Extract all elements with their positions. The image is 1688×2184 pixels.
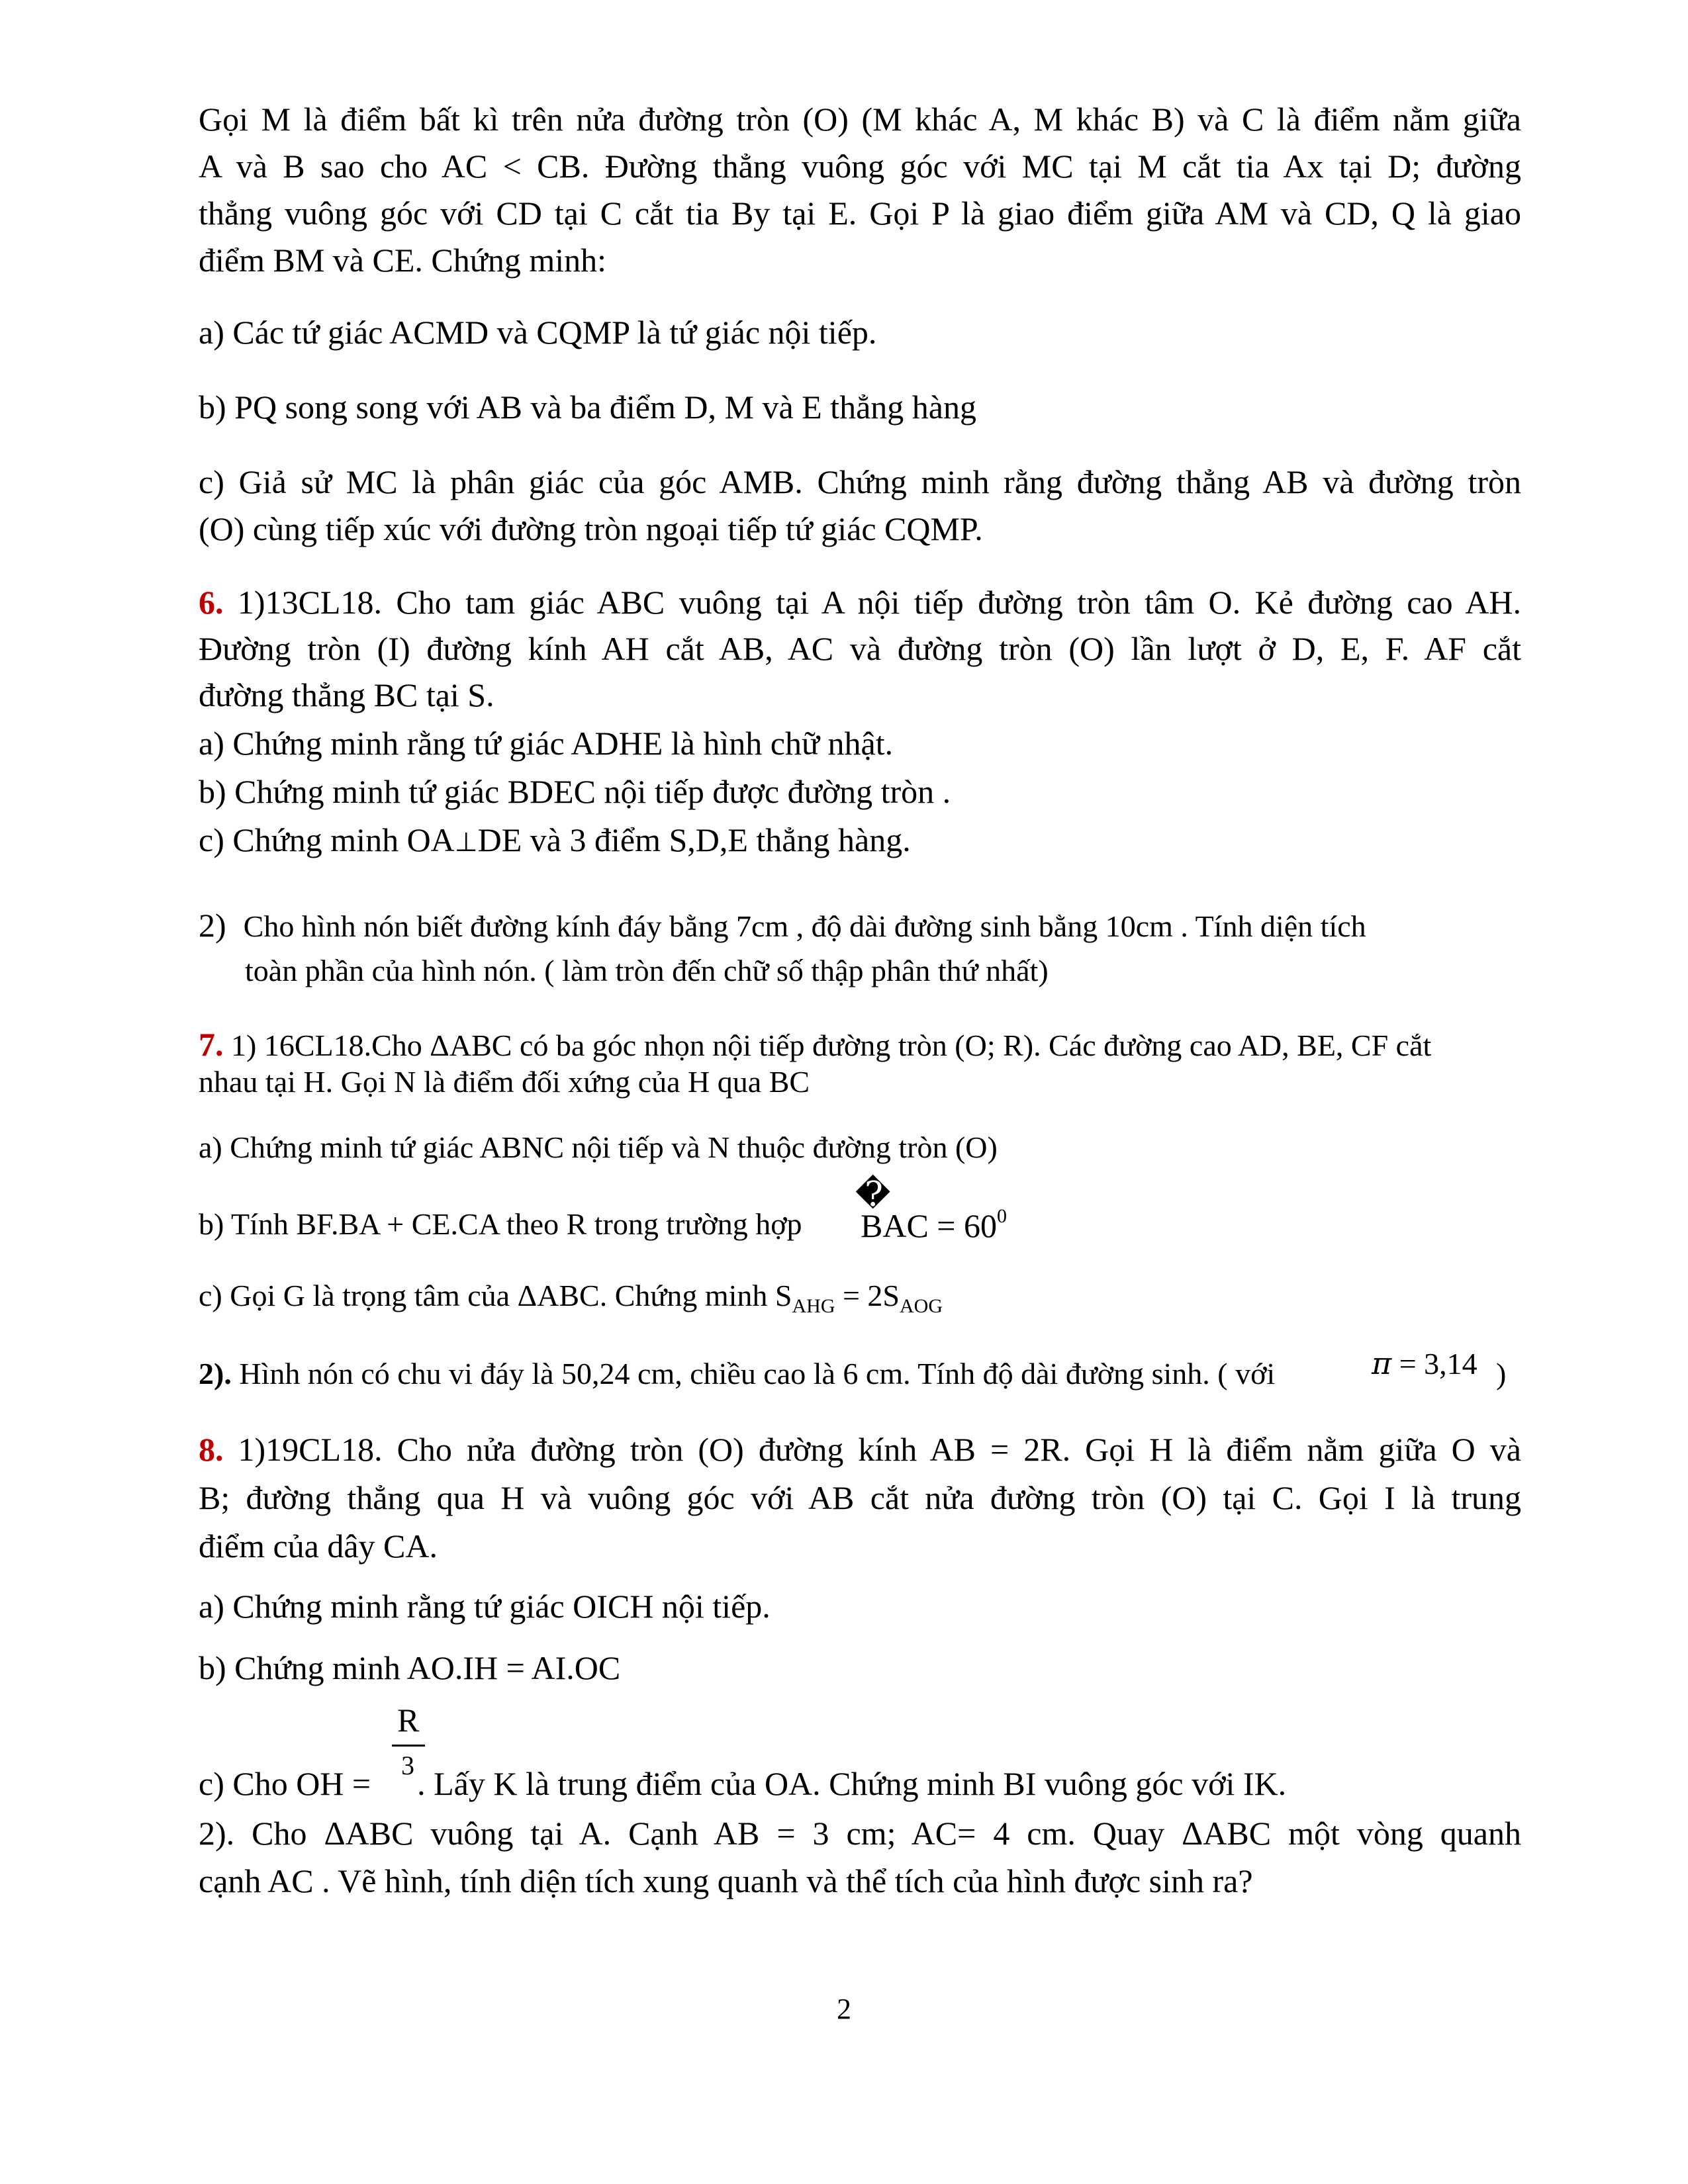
problem-8-text: 1)19CL18. Cho nửa đường tròn (O) đường kính AB = 2R. Gọi H là điểm nằm giữa O và bbox=[223, 1431, 1521, 1468]
problem-7-number: 7. bbox=[199, 1026, 224, 1063]
pi-expression bbox=[1372, 1343, 1477, 1384]
intro-part-a: a) Các tứ giác ACMD và CQMP là tứ giác nội tiếp. bbox=[199, 314, 877, 351]
page-number: 2 bbox=[837, 1993, 851, 2025]
problem-7-c-text: c) Gọi G là trọng tâm của ΔABC. Chứng minh S bbox=[199, 1279, 792, 1312]
intro-part-b: b) PQ song song với AB và ba điểm D, M và E thẳng hàng bbox=[199, 388, 976, 426]
problem-6-part-c bbox=[199, 820, 911, 862]
intro-part-c-line-2: (O) cùng tiếp xúc với đường tròn ngoại tiếp tứ giác CQMP. bbox=[199, 510, 983, 547]
fraction-numerator: R bbox=[397, 1702, 420, 1739]
fraction-denominator: 3 bbox=[401, 1751, 414, 1780]
angle-bac: BAC = 60 bbox=[861, 1207, 998, 1244]
degree-superscript: 0 bbox=[997, 1205, 1008, 1227]
problem-7-b-text: b) Tính BF.BA + CE.CA theo R trong trường hợp bbox=[199, 1207, 802, 1241]
problem-8-part-a: a) Chứng minh rằng tứ giác OICH nội tiếp. bbox=[199, 1588, 771, 1625]
intro-line-3: thẳng vuông góc với CD tại C cắt tia By tại E. Gọi P là giao điểm giữa AM và CD, Q là giao bbox=[199, 195, 1521, 232]
problem-7-part-b bbox=[199, 1205, 802, 1244]
problem-6-q2-line-2: toàn phần của hình nón. ( làm tròn đến chữ số thập phân thứ nhất) bbox=[245, 954, 1049, 987]
problem-7-line-2: nhau tại H. Gọi N là điểm đối xứng của H qua BC bbox=[199, 1065, 810, 1099]
intro-part-c-line-1: c) Giả sử MC là phân giác của góc AMB. Chứng minh rằng đường thẳng AB và đường tròn bbox=[199, 463, 1521, 500]
problem-6-q2-line-1 bbox=[199, 905, 1366, 946]
problem-8-q2-line-1: 2). Cho ΔABC vuông tại A. Cạnh AB = 3 cm; AC= 4 cm. Quay ΔABC một vòng quanh bbox=[199, 1815, 1521, 1852]
angle-hat-glyph: � bbox=[855, 1176, 891, 1214]
problem-8-line-2: B; đường thẳng qua H và vuông góc với AB cắt nửa đường tròn (O) tại C. Gọi I là trung bbox=[199, 1479, 1521, 1516]
subscript-ahg: AHG bbox=[792, 1295, 835, 1317]
problem-7-q2-close: ) bbox=[1496, 1357, 1507, 1390]
problem-7-q2-text: Hình nón có chu vi đáy là 50,24 cm, chiều cao là 6 cm. Tính độ dài đường sinh. ( với bbox=[231, 1357, 1276, 1390]
problem-7-c-mid: = 2S bbox=[835, 1279, 900, 1312]
problem-6-part-a: a) Chứng minh rằng tứ giác ADHE là hình chữ nhật. bbox=[199, 725, 894, 762]
intro-line-2: A và B sao cho AC < CB. Đường thẳng vuông góc với MC tại M cắt tia Ax tại D; đường bbox=[199, 148, 1521, 185]
problem-8-line-1 bbox=[199, 1430, 1521, 1469]
problem-8-number: 8. bbox=[199, 1431, 224, 1468]
problem-7-text: 1) 16CL18.Cho ΔABC có ba góc nhọn nội tiếp đường tròn (O; R). Các đường cao AD, BE, CF cắt bbox=[223, 1028, 1432, 1062]
angle-bac-expression bbox=[861, 1197, 1007, 1246]
problem-6-number: 6. bbox=[199, 584, 224, 621]
problem-8-line-3: điểm của dây CA. bbox=[199, 1527, 438, 1565]
problem-6-text: 1)13CL18. Cho tam giác ABC vuông tại A nội tiếp đường tròn tâm O. Kẻ đường cao AH. bbox=[223, 584, 1521, 621]
subscript-aog: AOG bbox=[900, 1295, 943, 1317]
problem-8-c-suffix: . Lấy K là trung điểm của OA. Chứng minh BI vuông góc với IK. bbox=[417, 1765, 1287, 1802]
pi-symbol: π bbox=[1372, 1345, 1392, 1381]
perpendicular-symbol: ⊥ bbox=[454, 827, 478, 858]
problem-6-line-3: đường thẳng BC tại S. bbox=[199, 676, 494, 713]
problem-6-c-prefix: c) Chứng minh OA bbox=[199, 821, 455, 858]
problem-7-line-1 bbox=[199, 1024, 1431, 1066]
pi-value: = 3,14 bbox=[1391, 1347, 1477, 1381]
intro-line-4: điểm BM và CE. Chứng minh: bbox=[199, 242, 606, 279]
problem-7-part-c bbox=[199, 1276, 943, 1326]
problem-8-part-b: b) Chứng minh AO.IH = AI.OC bbox=[199, 1649, 621, 1686]
problem-6-line-2: Đường tròn (I) đường kính AH cắt AB, AC và đường tròn (O) lần lượt ở D, E, F. AF cắt bbox=[199, 630, 1521, 667]
problem-6-line-1 bbox=[199, 582, 1521, 622]
problem-7-q2-number: 2). bbox=[199, 1357, 232, 1390]
problem-7-part-a: a) Chứng minh tứ giác ABNC nội tiếp và N thuộc đường tròn (O) bbox=[199, 1130, 998, 1164]
problem-6-c-suffix: DE và 3 điểm S,D,E thẳng hàng. bbox=[477, 821, 911, 858]
problem-6-q2-number: 2) bbox=[199, 907, 226, 944]
problem-8-q2-line-2: cạnh AC . Vẽ hình, tính diện tích xung quanh và thể tích của hình được sinh ra? bbox=[199, 1862, 1253, 1899]
intro-line-1: Gọi M là điểm bất kì trên nửa đường tròn (O) (M khác A, M khác B) và C là điểm nằm giữa bbox=[199, 101, 1521, 138]
problem-7-q2 bbox=[199, 1354, 1275, 1394]
problem-6-q2-text: Cho hình nón biết đường kính đáy bằng 7cm , độ dài đường sinh bằng 10cm . Tính diện tích bbox=[243, 909, 1366, 943]
problem-8-c-prefix: c) Cho OH = bbox=[199, 1765, 371, 1802]
problem-8-part-c bbox=[199, 1764, 1286, 1803]
fraction-bar bbox=[392, 1745, 425, 1747]
problem-6-part-b: b) Chứng minh tứ giác BDEC nội tiếp được đường tròn . bbox=[199, 773, 951, 810]
